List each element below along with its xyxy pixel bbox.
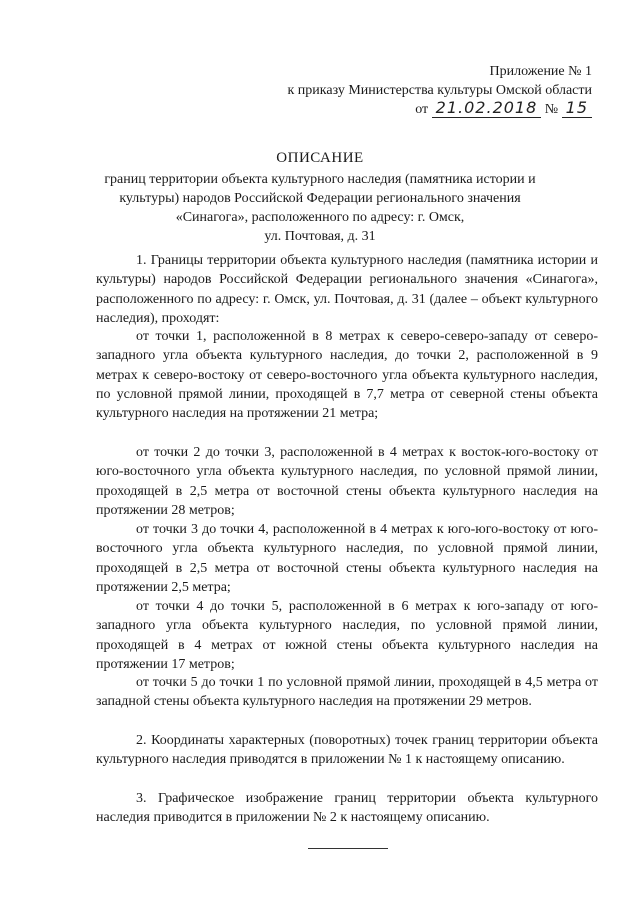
handwritten-number: 15 [562,98,592,118]
paragraph-4-text: от точки 3 до точки 4, расположенной в 4 метрах к юго-юго-востоку от юго-восточного угла объекта культурного наследия, по условной прямой линии, проходящей в 2,5 метра от восточной стены объекта культурного наследия на протяжении 2,5 метра; [96,522,598,595]
end-separator [308,848,388,849]
handwritten-date: 21.02.2018 [432,98,542,118]
order-reference: к приказу Министерства культуры Омской области [287,83,592,98]
appendix-label: Приложение № 1 [489,64,592,79]
subtitle-line-2: культуры) народов Российской Федерации регионального значения [119,191,521,206]
paragraph-8 [96,789,598,828]
paragraph-6-text: от точки 5 до точки 1 по условной прямой линии, проходящей в 4,5 метра от западной стены объекта культурного наследия на протяжении 29 метров. [96,675,598,710]
paragraph-5 [96,597,598,674]
date-number-line [415,98,592,119]
paragraph-8-text: 3. Графическое изображение границ территории объекта культурного наследия приводится в приложении № 2 к настоящему описанию. [96,791,598,826]
subtitle-line-3: «Синагога», расположенного по адресу: г. Омск, [175,210,465,225]
date-prefix: от [415,102,429,117]
paragraph-2-text: от точки 1, расположенной в 8 метрах к северо-северо-западу от северо-западного угла объекта культурного наследия, до точки 2, расположенной в 9 метрах к северо-востоку от северо-восточного угла объекта культурного наследия, по условной прямой линии, проходящей в 7,7 метра от северной стены объекта культурного наследия на протяжении 21 метра; [96,329,598,422]
subtitle-line-1: границ территории объекта культурного наследия (памятника истории и [104,172,536,187]
paragraph-4 [96,520,598,597]
subtitle-line-4: ул. Почтовая, д. 31 [264,229,376,244]
paragraph-5-text: от точки 4 до точки 5, расположенной в 6 метрах к юго-западу от юго-западного угла объекта культурного наследия, по условной прямой линии, проходящей в 4 метрах от южной стены объекта культурного наследия на протяжении 17 метров; [96,599,598,672]
paragraph-1-text: 1. Границы территории объекта культурного наследия (памятника истории и культуры) народов Российской Федерации регионального значения «Синагога», расположенного по адресу: г. Омск, ул. Почтовая, д. 31 (далее – объект культурного наследия), проходят: [96,253,598,326]
paragraph-7 [96,731,598,770]
paragraph-6 [96,673,598,712]
document-title: ОПИСАНИЕ [276,150,364,166]
paragraph-1 [96,251,598,328]
number-prefix: № [544,102,559,117]
paragraph-3-text: от точки 2 до точки 3, расположенной в 4 метрах к восток-юго-востоку от юго-восточного угла объекта культурного наследия, по условной прямой линии, проходящей в 2,5 метра от восточной стены объекта культурного наследия на протяжении 28 метров; [96,445,598,518]
paragraph-7-text: 2. Координаты характерных (поворотных) точек границ территории объекта культурного наследия приводятся в приложении № 1 к настоящему описанию. [96,733,598,768]
paragraph-2 [96,327,598,423]
paragraph-3 [96,443,598,520]
